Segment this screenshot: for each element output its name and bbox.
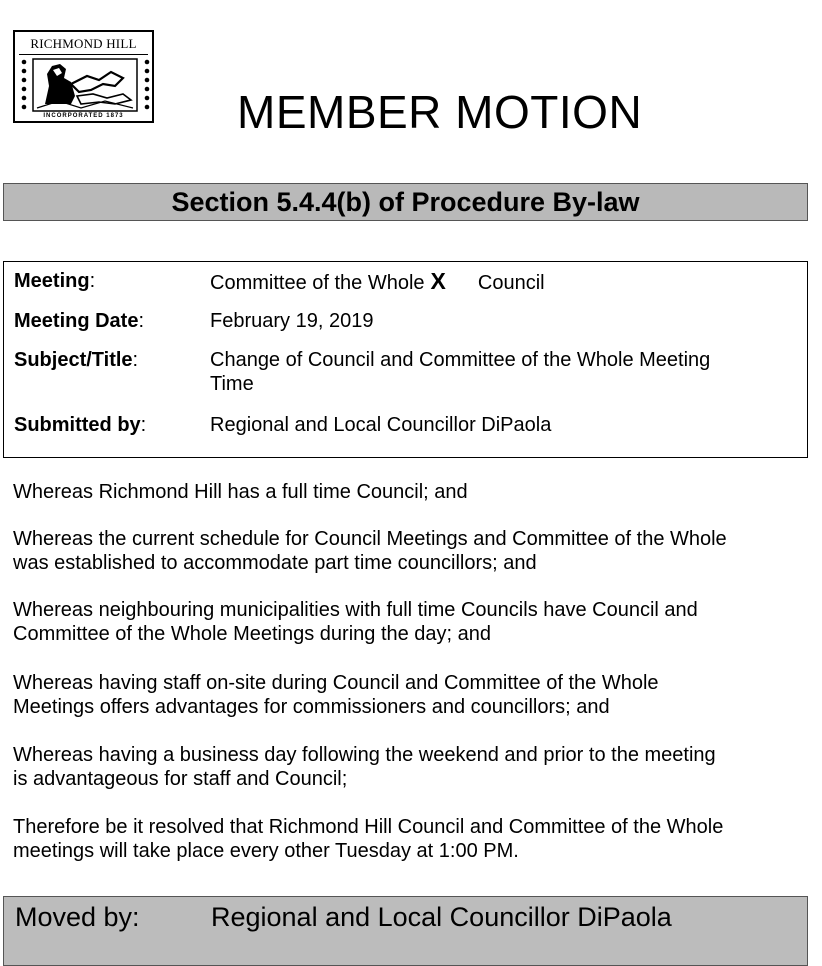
lion-emblem-icon	[19, 56, 152, 116]
moved-by-bar	[3, 896, 808, 966]
moved-by-label: Moved by:	[15, 902, 140, 932]
whereas-paragraph-2: Whereas the current schedule for Council Meetings and Committee of the Whole was established to accommodate part time councillors; and	[13, 528, 727, 574]
meeting-date-value: February 19, 2019	[210, 310, 374, 332]
meeting-option-council: Council	[477, 272, 545, 294]
meeting-label: Meeting:	[14, 270, 96, 292]
meeting-date-label: Meeting Date:	[14, 310, 145, 332]
submitted-by-value: Regional and Local Councillor DiPaola	[210, 414, 552, 436]
logo-incorporated-text: INCORPORATED 1873	[43, 113, 124, 119]
meeting-info-box	[3, 261, 808, 458]
meeting-selection-mark: X	[430, 268, 446, 294]
logo-organization-name: RICHMOND HILL	[30, 36, 137, 51]
document-title: MEMBER MOTION	[237, 86, 643, 138]
resolution-paragraph: Therefore be it resolved that Richmond Hill Council and Committee of the Whole meetings will take place every other Tuesday at 1:00 PM.	[13, 816, 724, 862]
richmond-hill-logo	[13, 30, 154, 123]
subject-value: Change of Council and Committee of the Whole Meeting Time	[210, 349, 711, 395]
submitted-by-label: Submitted by:	[14, 414, 147, 436]
subject-label: Subject/Title:	[14, 349, 139, 371]
logo-rule	[19, 54, 148, 55]
moved-by-value: Regional and Local Councillor DiPaola	[211, 902, 672, 932]
whereas-paragraph-3: Whereas neighbouring municipalities with full time Councils have Council and Committee of the Whole Meetings during the day; and	[13, 599, 698, 645]
meeting-value	[210, 269, 800, 295]
meeting-option-committee: Committee of the Whole	[210, 272, 425, 294]
whereas-paragraph-1: Whereas Richmond Hill has a full time Council; and	[13, 481, 468, 503]
section-heading: Section 5.4.4(b) of Procedure By-law	[3, 183, 808, 221]
whereas-paragraph-4: Whereas having staff on-site during Council and Committee of the Whole Meetings offers advantages for commissioners and councillors; and	[13, 672, 659, 718]
whereas-paragraph-5: Whereas having a business day following the weekend and prior to the meeting is advantageous for staff and Council;	[13, 744, 716, 790]
